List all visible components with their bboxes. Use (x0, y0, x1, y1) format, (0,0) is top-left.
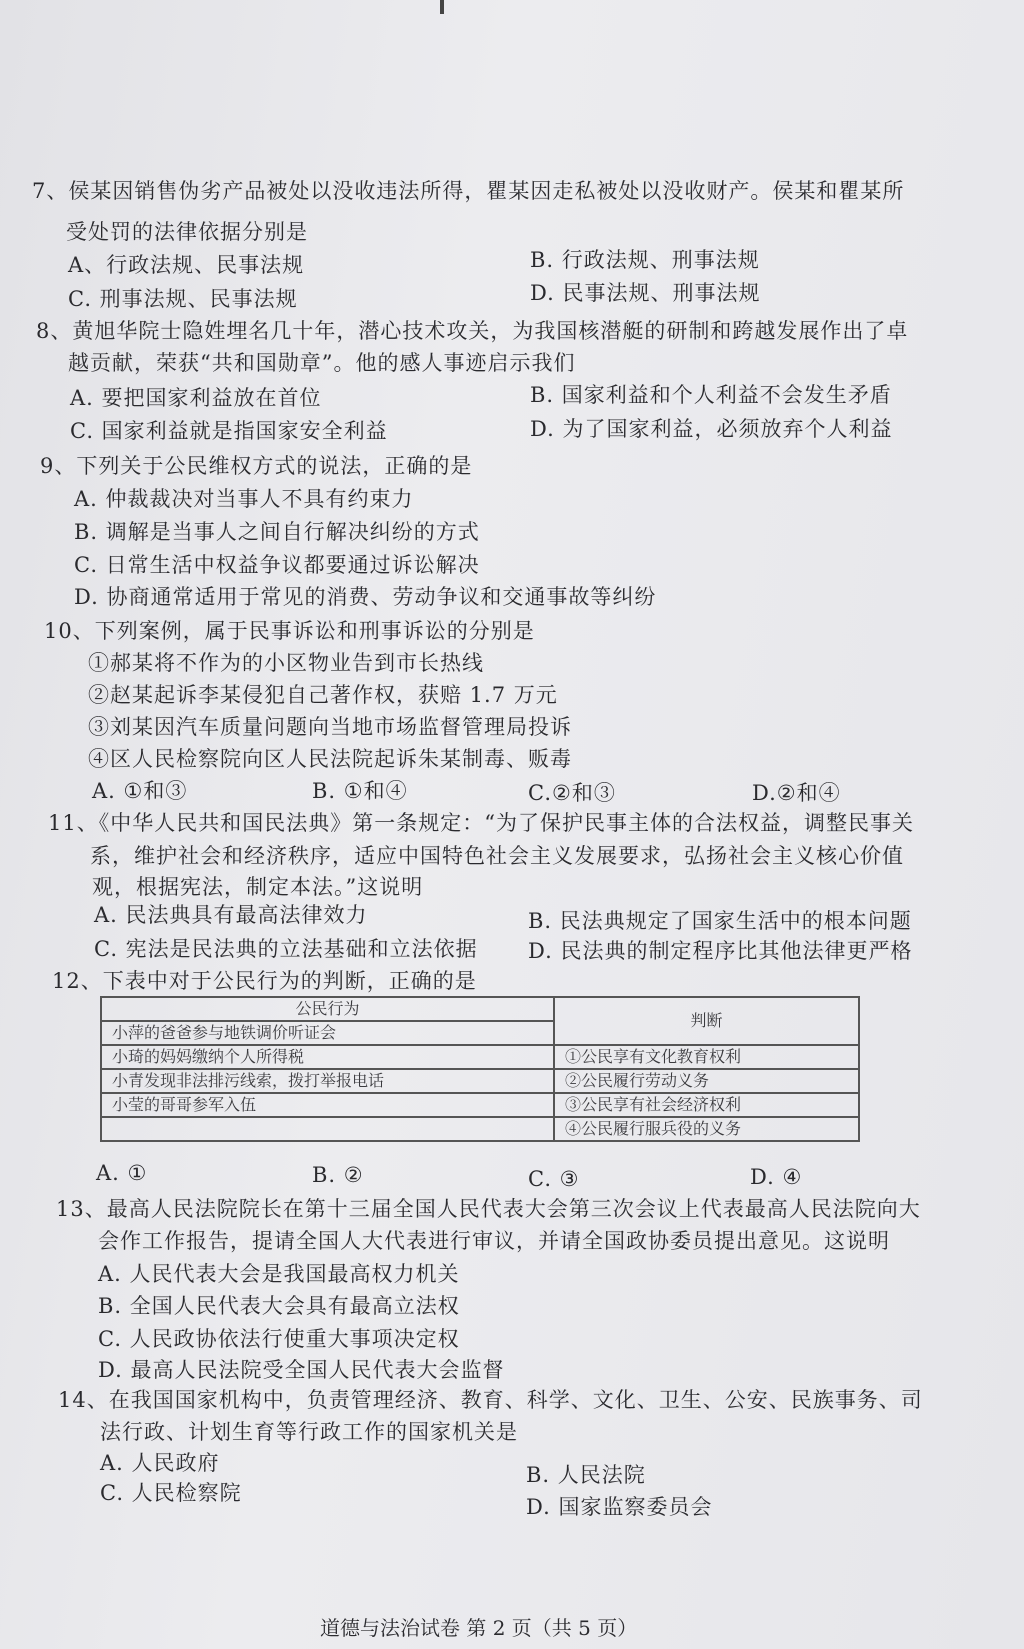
table-header: 公民行为 (101, 997, 554, 1021)
table-cell: ①公民享有文化教育权利 (554, 1045, 859, 1069)
q12-option-d: D. ④ (750, 1165, 803, 1189)
q14-stem: 14、在我国国家机构中，负责管理经济、教育、科学、文化、卫生、公安、民族事务、司 (58, 1388, 923, 1412)
q7-stem: 受处罚的法律依据分别是 (66, 220, 308, 244)
table-cell: ③公民享有社会经济权利 (554, 1093, 859, 1117)
q14-stem: 法行政、计划生育等行政工作的国家机关是 (100, 1420, 518, 1444)
q10-case-2: ②赵某起诉李某侵犯自己著作权，获赔 1.7 万元 (88, 683, 558, 707)
q9-stem: 9、下列关于公民维权方式的说法，正确的是 (40, 454, 473, 478)
q7-option-b: B. 行政法规、刑事法规 (530, 248, 760, 272)
q8-option-c: C. 国家利益就是指国家安全利益 (70, 419, 388, 443)
q11-option-d: D. 民法典的制定程序比其他法律更严格 (528, 939, 913, 963)
q10-case-3: ③刘某因汽车质量问题向当地市场监督管理局投诉 (88, 715, 572, 739)
q10-option-d: D.②和④ (752, 781, 841, 805)
q11-option-a: A. 民法典具有最高法律效力 (94, 903, 368, 927)
table-cell: 小莹的哥哥参军入伍 (101, 1093, 554, 1117)
citizen-behavior-table (100, 996, 860, 1142)
q9-option-d: D. 协商通常适用于常见的消费、劳动争议和交通事故等纠纷 (74, 585, 657, 609)
q8-stem: 8、黄旭华院士隐姓埋名几十年，潜心技术攻关，为我国核潜艇的研制和跨越发展作出了卓 (36, 319, 909, 343)
table-cell: 小琦的妈妈缴纳个人所得税 (101, 1045, 554, 1069)
q10-case-4: ④区人民检察院向区人民法院起诉朱某制毒、贩毒 (88, 747, 572, 771)
q10-option-a: A. ①和③ (92, 779, 188, 803)
table-cell: ④公民履行服兵役的义务 (554, 1117, 859, 1141)
q10-stem: 10、下列案例，属于民事诉讼和刑事诉讼的分别是 (44, 619, 535, 643)
table-cell: 小萍的爸爸参与地铁调价听证会 (101, 1021, 554, 1045)
q14-option-c: C. 人民检察院 (100, 1481, 242, 1505)
q13-option-c: C. 人民政协依法行使重大事项决定权 (98, 1327, 460, 1351)
q8-option-d: D. 为了国家利益，必须放弃个人利益 (530, 417, 893, 441)
q14-option-d: D. 国家监察委员会 (526, 1495, 713, 1519)
q9-option-c: C. 日常生活中权益争议都要通过诉讼解决 (74, 553, 480, 577)
q12-option-b: B. ② (312, 1163, 364, 1187)
q11-option-c: C. 宪法是民法典的立法基础和立法依据 (94, 937, 478, 961)
q10-option-b: B. ①和④ (312, 779, 408, 803)
q14-option-a: A. 人民政府 (100, 1451, 220, 1475)
q12-stem: 12、下表中对于公民行为的判断，正确的是 (52, 969, 477, 993)
q7-stem: 7、侯某因销售伪劣产品被处以没收违法所得，瞿某因走私被处以没收财产。侯某和瞿某所 (32, 179, 905, 203)
q11-stem: 系，维护社会和经济秩序，适应中国特色社会主义发展要求，弘扬社会主义核心价值 (90, 844, 904, 868)
table-cell: ②公民履行劳动义务 (554, 1069, 859, 1093)
table-cell: 小青发现非法排污线索，拨打举报电话 (101, 1069, 554, 1093)
q10-option-c: C.②和③ (528, 781, 616, 805)
q9-option-b: B. 调解是当事人之间自行解决纠纷的方式 (74, 520, 480, 544)
q13-stem: 13、最高人民法院院长在第十三届全国人民代表大会第三次会议上代表最高人民法院向大 (56, 1197, 921, 1221)
q8-stem: 越贡献，荣获“共和国勋章”。他的感人事迹启示我们 (68, 351, 576, 375)
q7-option-c: C. 刑事法规、民事法规 (68, 287, 298, 311)
page-mark (440, 0, 444, 14)
q7-option-a: A、行政法规、民事法规 (68, 253, 305, 277)
q8-option-b: B. 国家利益和个人利益不会发生矛盾 (530, 383, 892, 407)
q9-option-a: A. 仲裁裁决对当事人不具有约束力 (74, 487, 414, 511)
q14-option-b: B. 人民法院 (526, 1463, 646, 1487)
q13-stem: 会作工作报告，提请全国人大代表进行审议，并请全国政协委员提出意见。这说明 (98, 1229, 890, 1253)
q8-option-a: A. 要把国家利益放在首位 (70, 386, 322, 410)
q13-option-d: D. 最高人民法院受全国人民代表大会监督 (98, 1358, 505, 1382)
q10-case-1: ①郝某将不作为的小区物业告到市长热线 (88, 651, 484, 675)
q12-option-c: C. ③ (528, 1167, 580, 1191)
q13-option-a: A. 人民代表大会是我国最高权力机关 (98, 1262, 460, 1286)
q7-option-d: D. 民事法规、刑事法规 (530, 281, 761, 305)
q13-option-b: B. 全国人民代表大会具有最高立法权 (98, 1294, 460, 1318)
page-footer: 道德与法治试卷 第 2 页（共 5 页） (320, 1616, 638, 1640)
q11-option-b: B. 民法典规定了国家生活中的根本问题 (528, 909, 912, 933)
table-header: 判断 (554, 997, 859, 1045)
q11-stem: 观，根据宪法，制定本法。”这说明 (92, 875, 424, 899)
q12-option-a: A. ① (96, 1161, 148, 1185)
q11-stem: 11、《中华人民共和国民法典》第一条规定：“为了保护民事主体的合法权益，调整民事关 (48, 811, 914, 835)
